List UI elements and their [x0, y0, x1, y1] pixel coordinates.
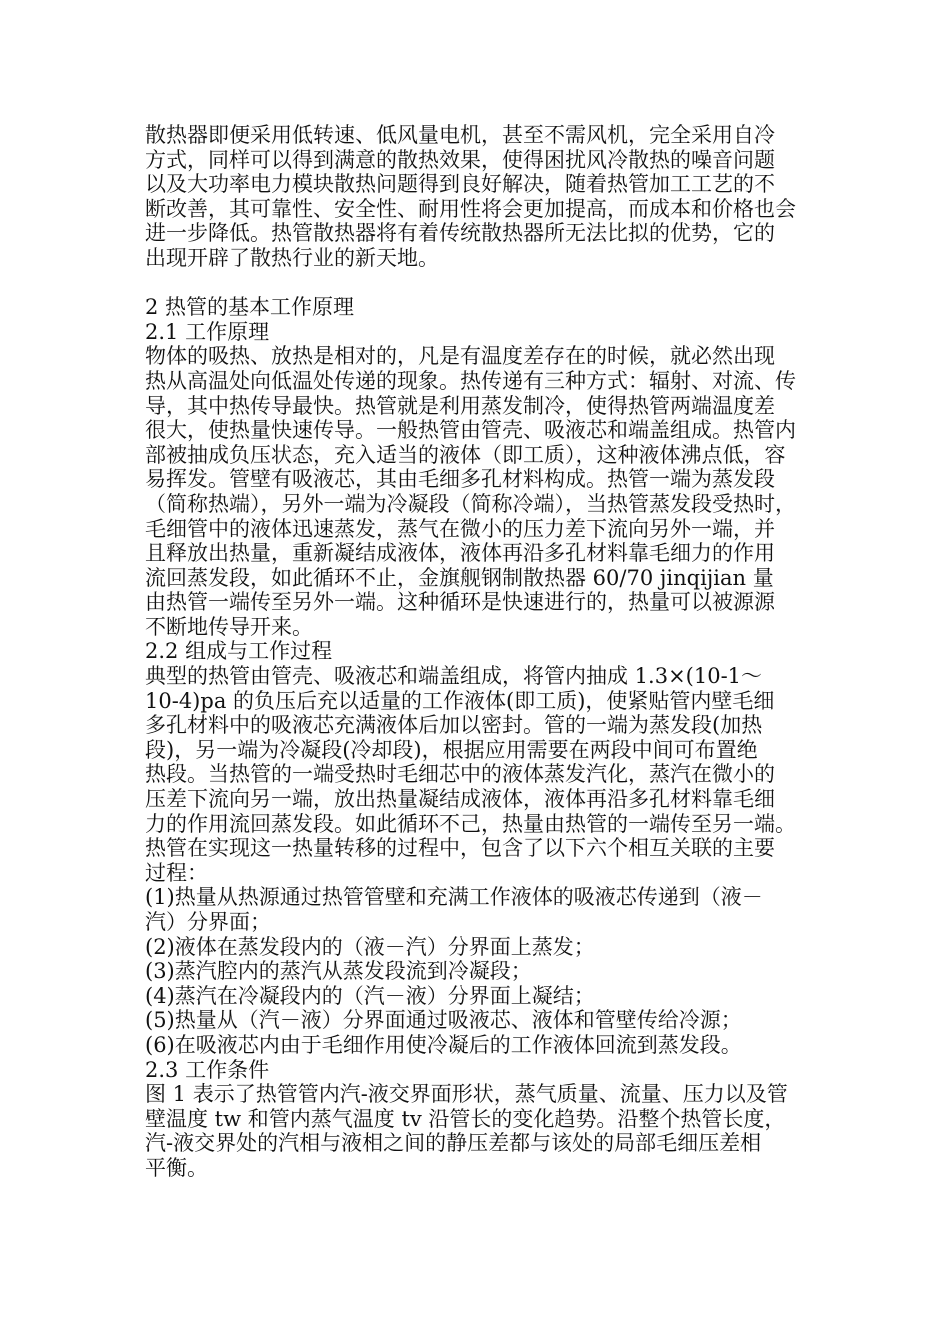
- list-item: (1)热量从热源通过热管管壁和充满工作液体的吸液芯传递到（液－: [145, 885, 763, 910]
- text-line: 物体的吸热、放热是相对的，凡是有温度差存在的时候，就必然出现: [145, 344, 775, 369]
- text-line: 壁温度 tw 和管内蒸气温度 tv 沿管长的变化趋势。沿整个热管长度，: [145, 1106, 786, 1131]
- text-line: 部被抽成负压状态，充入适当的液体（即工质），这种液体沸点低，容: [145, 442, 786, 467]
- text-line: 散热器即便采用低转速、低风量电机，甚至不需风机，完全采用自冷: [145, 123, 775, 147]
- text-line: 且释放出热量，重新凝结成液体，液体再沿多孔材料靠毛细力的作用: [145, 541, 775, 566]
- text-line: 过程：: [145, 860, 208, 885]
- intro-paragraph: [145, 123, 825, 271]
- list-item: (4)蒸汽在冷凝段内的（汽－液）分界面上凝结；: [145, 983, 595, 1008]
- text-line: 以及大功率电力模块散热问题得到良好解决，随着热管加工工艺的不: [145, 172, 775, 197]
- section-2-2-paragraph: [145, 664, 825, 1058]
- subsection-heading-2-3: 2.3 工作条件: [145, 1057, 270, 1082]
- text-line: 热段。当热管的一端受热时毛细芯中的液体蒸发汽化，蒸汽在微小的: [145, 762, 775, 787]
- text-line: 不断地传导开来。: [145, 614, 313, 639]
- text-line: 多孔材料中的吸液芯充满液体后加以密封。管的一端为蒸发段(加热: [145, 713, 763, 738]
- text-line: 力的作用流回蒸发段。如此循环不己，热量由热管的一端传至另一端。: [145, 811, 796, 836]
- section-2-3-paragraph: [145, 1082, 825, 1180]
- text-line: 方式，同样可以得到满意的散热效果，使得困扰风冷散热的噪音问题: [145, 147, 775, 172]
- text-line: 图 1 表示了热管管内汽-液交界面形状，蒸气质量、流量、压力以及管: [145, 1082, 788, 1107]
- text-line: 压差下流向另一端，放出热量凝结成液体，液体再沿多孔材料靠毛细: [145, 787, 775, 812]
- text-line: 热从高温处向低温处传递的现象。热传递有三种方式：辐射、对流、传: [145, 368, 796, 393]
- text-line: 易挥发。管壁有吸液芯，其由毛细多孔材料构成。热管一端为蒸发段: [145, 467, 775, 492]
- text-line: 平衡。: [145, 1155, 208, 1180]
- text-line: 进一步降低。热管散热器将有着传统散热器所无法比拟的优势，它的: [145, 221, 775, 246]
- subsection-heading-2-2: 2.2 组成与工作过程: [145, 639, 333, 664]
- text-line: 断改善，其可靠性、安全性、耐用性将会更加提高，而成本和价格也会: [145, 196, 796, 221]
- text-line: 热管在实现这一热量转移的过程中，包含了以下六个相互关联的主要: [145, 836, 775, 861]
- text-line: 由热管一端传至另外一端。这种循环是快速进行的，热量可以被源源: [145, 590, 775, 615]
- section-heading-2: 2 热管的基本工作原理: [145, 295, 355, 320]
- text-line: 流回蒸发段，如此循环不止，金旗舰钢制散热器 60/70 jinqijian 量: [145, 565, 774, 590]
- text-line: 很大，使热量快速传导。一般热管由管壳、吸液芯和端盖组成。热管内: [145, 418, 796, 443]
- list-item: (5)热量从（汽－液）分界面通过吸液芯、液体和管壁传给冷源；: [145, 1008, 742, 1033]
- text-line: （简称热端），另外一端为冷凝段（简称冷端），当热管蒸发段受热时，: [145, 491, 796, 516]
- text-line: 典型的热管由管壳、吸液芯和端盖组成，将管内抽成 1.3×(10-1～: [145, 664, 763, 689]
- text-line: 10-4)pa 的负压后充以适量的工作液体(即工质)，使紧贴管内壁毛细: [145, 688, 775, 713]
- list-item: 汽）分界面；: [145, 910, 271, 934]
- text-line: 段)，另一端为冷凝段(冷却段)，根据应用需要在两段中间可布置绝: [145, 737, 758, 762]
- document-page: [145, 123, 825, 1181]
- text-line: 毛细管中的液体迅速蒸发，蒸气在微小的压力差下流向另外一端，并: [145, 516, 775, 541]
- text-line: 导，其中热传导最快。热管就是利用蒸发制冷，使得热管两端温度差: [145, 393, 775, 418]
- subsection-heading-2-1: 2.1 工作原理: [145, 319, 270, 344]
- text-line: 出现开辟了散热行业的新天地。: [145, 245, 439, 270]
- blank-line: [145, 271, 825, 296]
- section-2-1-paragraph: [145, 344, 825, 639]
- text-line: 汽-液交界处的汽相与液相之间的静压差都与该处的局部毛细压差相: [145, 1131, 762, 1156]
- list-item: (6)在吸液芯内由于毛细作用使冷凝后的工作液体回流到蒸发段。: [145, 1032, 742, 1057]
- list-item: (3)蒸汽腔内的蒸汽从蒸发段流到冷凝段；: [145, 959, 532, 984]
- list-item: (2)液体在蒸发段内的（液－汽）分界面上蒸发；: [145, 934, 595, 959]
